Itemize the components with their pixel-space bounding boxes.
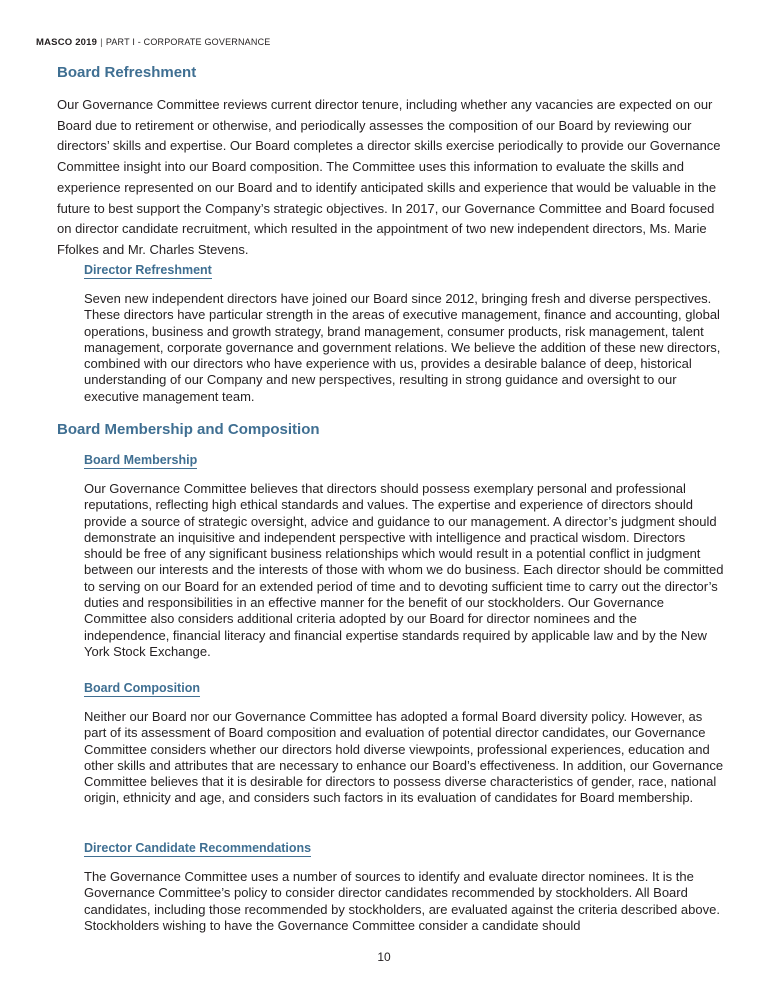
subsection-title-director-refreshment: Director Refreshment xyxy=(84,263,212,277)
page-number: 10 xyxy=(377,950,391,964)
paragraph-board-membership: Our Governance Committee believes that directors should possess exemplary personal and professional reputations, reflecting high ethical standards and values. The expertise and experience of directors should provide a source of strategic oversight, advice and guidance to our management. A director’s judgment should demonstrate an inquisitive and independent perspective with intelligence and practical wisdom. Directors should be free of any significant business relationships which would result in a potential conflict in judgment between our interests and the interests of those with whom we do business. Each director should be committed to serving on our Board for an extended period of time and to devoting sufficient time to carry out the director’s duties and responsibilities in an effective manner for the benefit of our stockholders. Our Governance Committee also considers additional criteria adopted by our Board for director nominees and the independence, financial literacy and financial expertise standards required by applicable law and by the New York Stock Exchange. xyxy=(84,481,724,659)
subsection-title-candidate-recommendations: Director Candidate Recommendations xyxy=(84,841,312,855)
paragraph-director-refreshment: Seven new independent directors have joined our Board since 2012, bringing fresh and diverse perspectives. These directors have particular strength in the areas of executive management, finance and accounting, global operations, business and growth strategy, brand management, consumer products, risk management, talent management, corporate governance and government relations. We believe the addition of these new directors, combined with our directors who have experience with us, provides a desirable balance of deep, historical understanding of our Company and new perspectives, resulting in strong guidance and oversight to our executive management team. xyxy=(84,291,721,404)
subsection-title-board-membership: Board Membership xyxy=(84,453,198,467)
header-part: PART I - CORPORATE GOVERNANCE xyxy=(105,37,271,47)
header-brand: MASCO 2019 xyxy=(36,37,98,48)
section-title-membership-composition: Board Membership and Composition xyxy=(57,421,320,438)
header-separator: | xyxy=(100,37,103,48)
page-header xyxy=(36,37,270,48)
subsection-title-board-composition: Board Composition xyxy=(84,681,200,695)
paragraph-candidate-recommendations: The Governance Committee uses a number of sources to identify and evaluate director nominees. It is the Governance Committee’s policy to consider director candidates recommended by stockholders. All Board candidates, including those recommended by stockholders, are evaluated against the criteria described above. Stockholders wishing to have the Governance Committee consider a candidate should xyxy=(84,869,720,933)
section-title-board-refreshment: Board Refreshment xyxy=(57,64,197,81)
paragraph-board-refreshment: Our Governance Committee reviews current director tenure, including whether any vacancies are expected on our Board due to retirement or otherwise, and periodically assesses the composition of our Board by reviewing our directors’ skills and expertise. Our Board completes a director skills exercise periodically to provide our Governance Committee insight into our Board composition. The Committee uses this information to evaluate the skills and experience represented on our Board and to identify anticipated skills and experience that would be valuable in the future to best support the Company’s strategic objectives. In 2017, our Governance Committee and Board focused on director candidate recruitment, which resulted in the appointment of two new independent directors, Ms. Marie Ffolkes and Mr. Charles Stevens. xyxy=(57,97,721,257)
paragraph-board-composition: Neither our Board nor our Governance Committee has adopted a formal Board diversity policy. However, as part of its assessment of Board composition and evaluation of potential director candidates, our Governance Committee considers whether our directors hold diverse viewpoints, professional experiences, education and other skills and attributes that are necessary to enhance our Board’s effectiveness. In addition, our Governance Committee believes that it is desirable for directors to possess diverse characteristics of gender, race, national origin, ethnicity and age, and considers such factors in its evaluation of candidates for Board membership. xyxy=(84,709,724,806)
